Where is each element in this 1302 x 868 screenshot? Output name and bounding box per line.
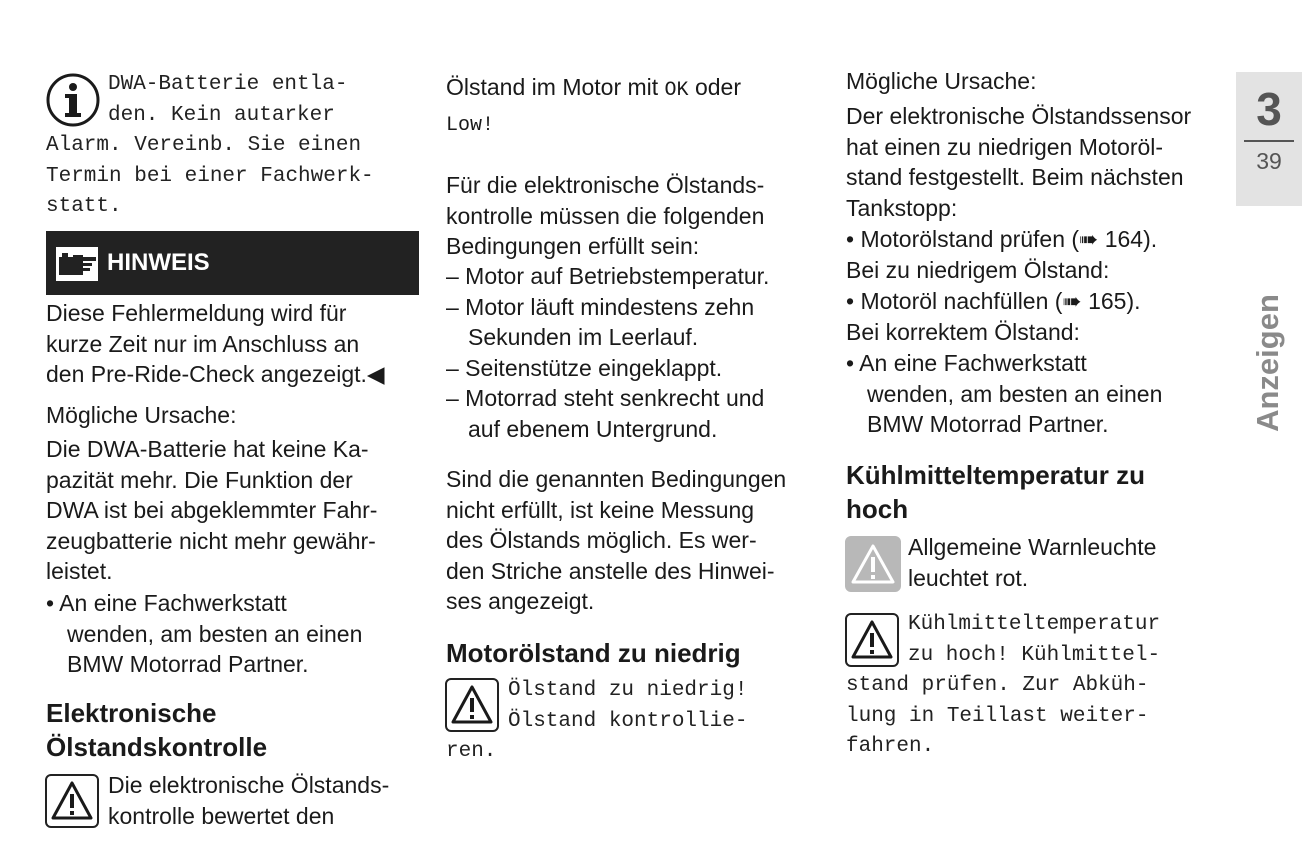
conditions-list: – Motor auf Betriebstemperatur. – Motor läuft mindestens zehn Sekunden im Leerlauf. – Seitenstütze eingeklappt. – Motorrad steht senkrecht und auf ebenem Untergrund.	[446, 263, 770, 442]
correct-level-label: Bei korrektem Ölstand:	[846, 319, 1080, 345]
dwa-info-text: DWA-Batterie entla- den. Kein autarker Alarm. Vereinb. Sie einen Termin bei einer Fachwerk- statt.	[46, 73, 374, 218]
chapter-number: 3	[1256, 83, 1282, 135]
warning-triangle-icon	[847, 538, 899, 590]
coolant-warning-text: Kühlmitteltemperatur zu hoch! Kühlmittel- stand prüfen. Zur Abküh- lung in Teillast weiter- fahren.	[846, 613, 1161, 758]
condition-item: – Motorrad steht senkrecht und	[446, 385, 765, 411]
cause-label: Mögliche Ursache:	[846, 68, 1037, 94]
oil-low-warning-text: Ölstand zu niedrig! Ölstand kontrollie- ren.	[446, 679, 748, 763]
low-level-label: Bei zu niedrigem Ölstand:	[846, 257, 1110, 283]
hinweis-label: HINWEIS	[107, 249, 210, 276]
hinweis-banner	[46, 231, 419, 295]
section-title: Anzeigen	[1250, 293, 1285, 432]
cause-label: Mögliche Ursache:	[46, 402, 237, 428]
pointing-hand-icon	[56, 247, 98, 281]
general-warning-text: Allgemeine Warnleuchte leuchtet rot.	[908, 534, 1157, 591]
condition-item: – Motor läuft mindestens zehn	[446, 293, 755, 320]
chapter-page-tab	[1236, 72, 1302, 206]
condition-item: – Seitenstütze eingeklappt.	[446, 354, 723, 381]
section-heading-coolant: Kühlmitteltemperatur zu hoch	[846, 460, 1146, 524]
cause-text: Der elektronische Ölstandssensor hat einen zu niedrigen Motoröl- stand festgestellt. Beim nächsten Tankstopp:	[846, 103, 1192, 221]
tab-divider	[1244, 140, 1294, 142]
hinweis-text: Diese Fehlermeldung wird für kurze Zeit nur im Anschluss an den Pre-Ride-Check angezeigt.◀	[46, 300, 385, 387]
workshop-bullet: • An eine Fachwerkstatt wenden, am besten an einen BMW Motorrad Partner.	[846, 350, 1163, 437]
page-number: 39	[1256, 148, 1282, 174]
warning-triangle-box	[45, 774, 99, 828]
conditions-not-met-text: Sind die genannten Bedingungen nicht erfüllt, ist keine Messung des Ölstands möglich. Es wer- den Striche anstelle des Hinwei- ses angezeigt.	[446, 466, 787, 614]
section-heading-oil-low: Motorölstand zu niedrig	[446, 638, 741, 668]
condition-item: – Motor auf Betriebstemperatur.	[446, 263, 770, 289]
warning-triangle-icon	[47, 776, 97, 826]
conditions-intro: Für die elektronische Ölstands- kontrolle müssen die folgenden Bedingungen erfüllt sein:	[446, 172, 765, 259]
refill-oil-bullet: • Motoröl nachfüllen (➠ 165).	[846, 288, 1141, 314]
section-heading-oil-control: Elektronische Ölstandskontrolle	[46, 698, 268, 762]
section-side-label	[1238, 290, 1298, 435]
oil-display-text: Ölstand im Motor mit OK oder Low!	[446, 74, 741, 137]
general-warning-light-box	[845, 536, 901, 592]
check-oil-bullet: • Motorölstand prüfen (➠ 164).	[846, 226, 1158, 252]
workshop-bullet: • An eine Fachwerkstatt wenden, am besten an einen BMW Motorrad Partner.	[46, 590, 363, 677]
cause-text: Die DWA-Batterie hat keine Ka- pazität mehr. Die Funktion der DWA ist bei abgeklemmter Fahr- zeugbatterie nicht mehr gewähr- leistet.	[46, 436, 378, 584]
oil-control-text: Die elektronische Ölstands- kontrolle bewertet den	[108, 772, 390, 829]
